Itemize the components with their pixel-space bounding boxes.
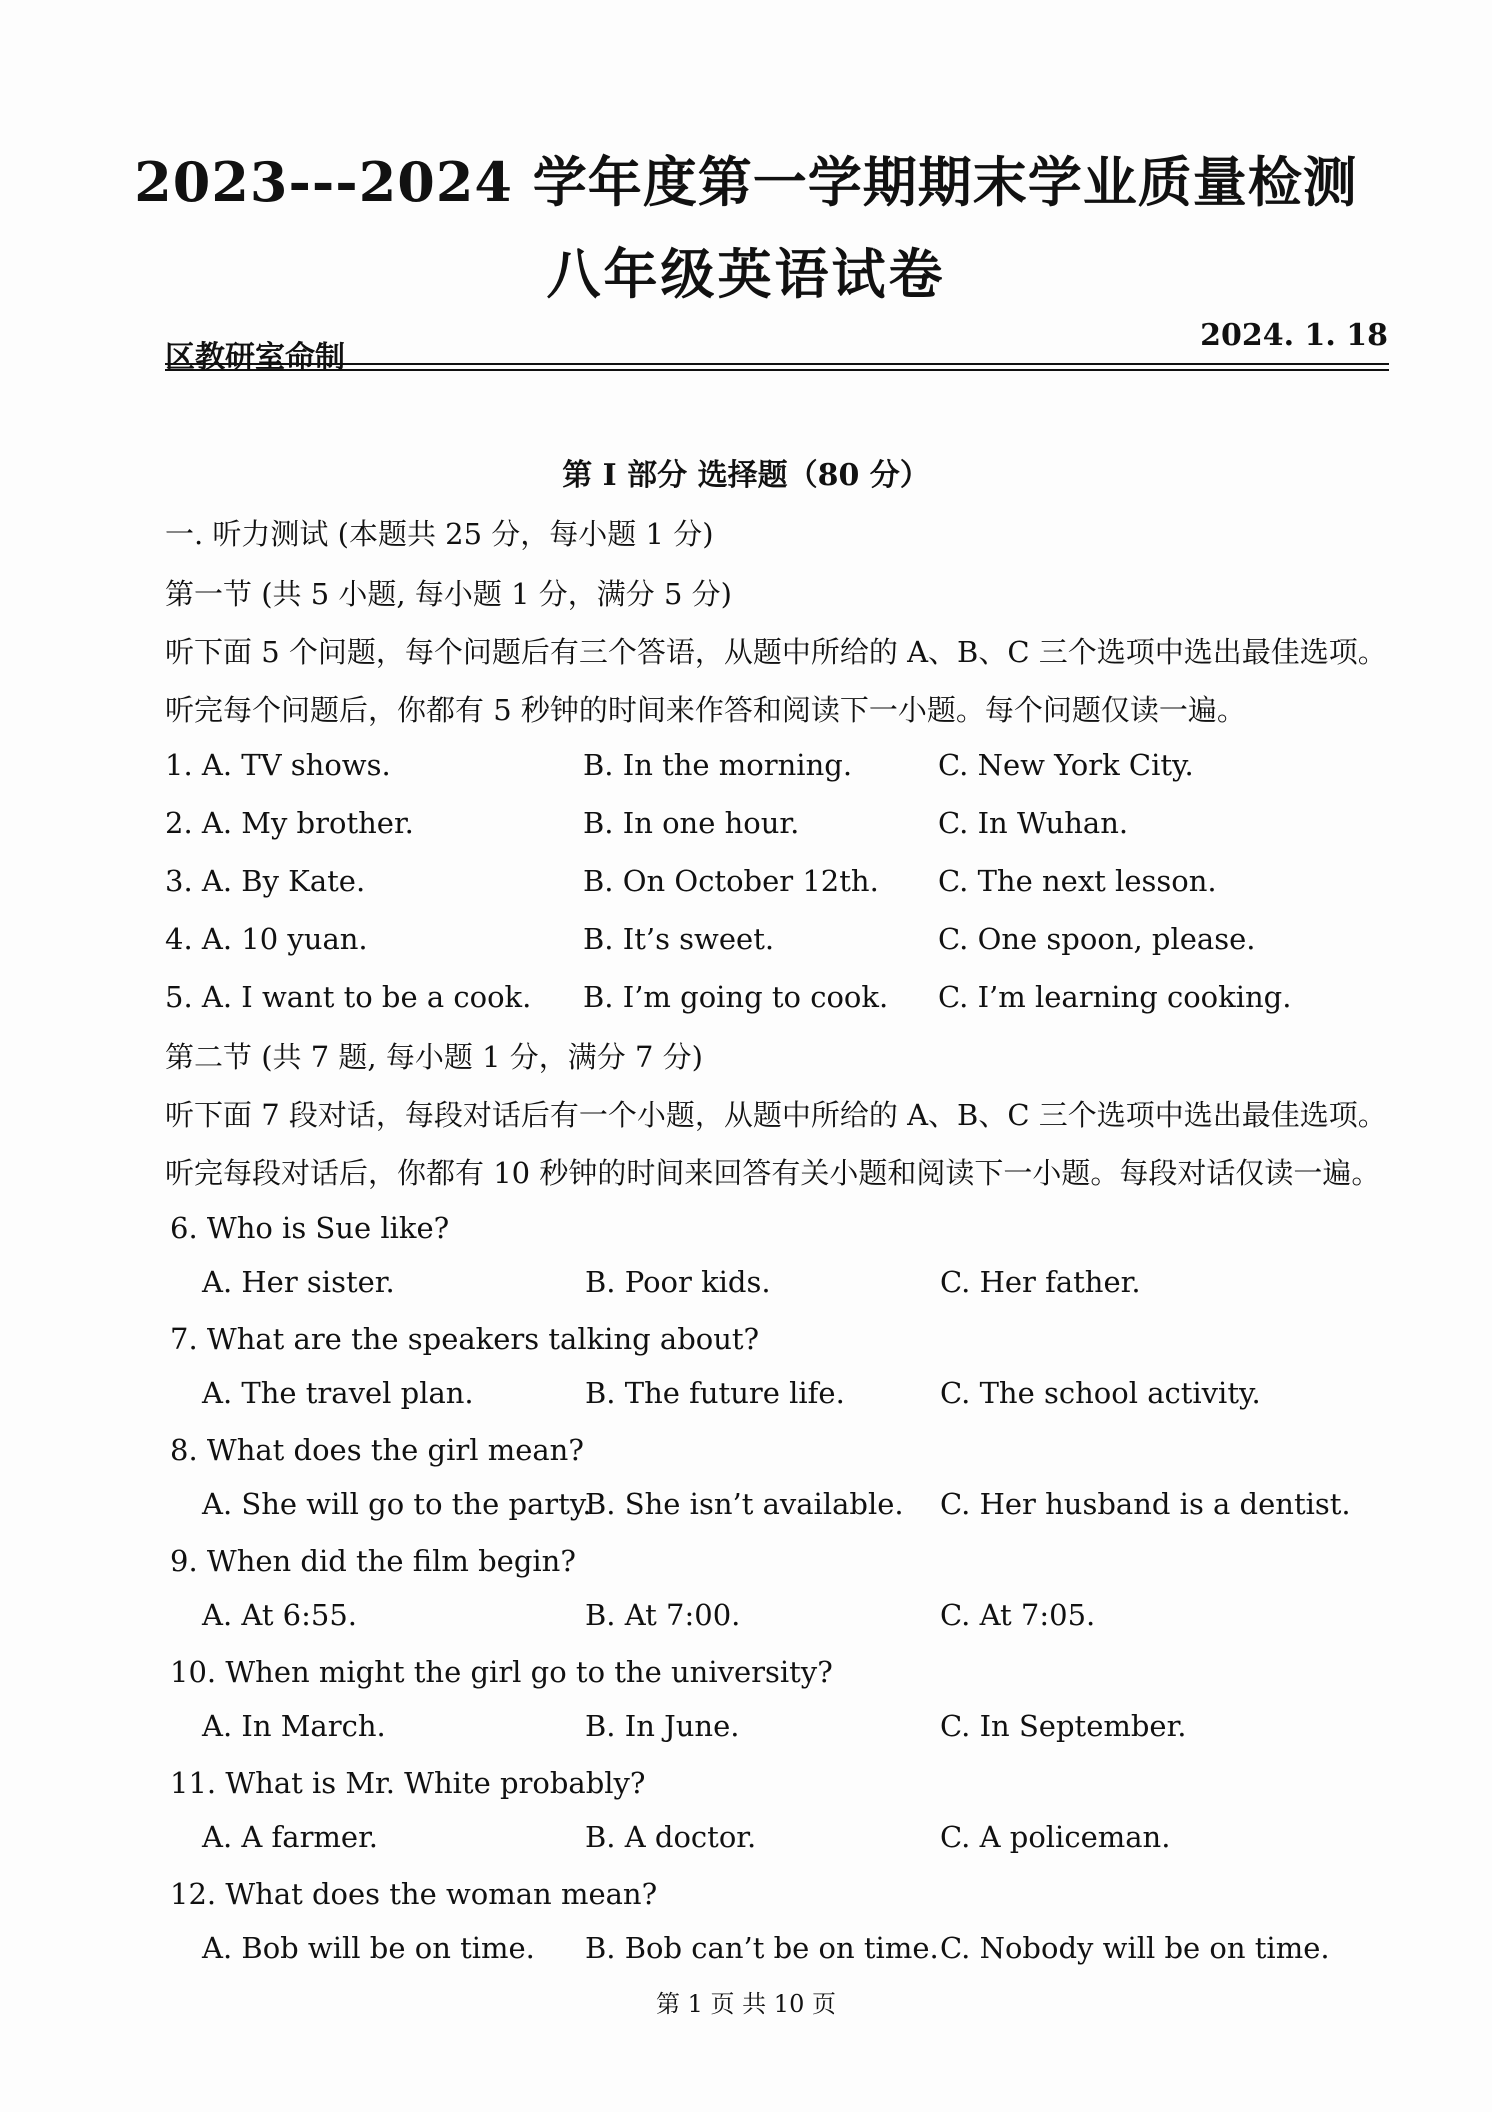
option-b: B. A doctor. — [585, 1820, 757, 1854]
option-a: A. The travel plan. — [202, 1376, 474, 1410]
options-row — [0, 1598, 1492, 1638]
instructions-line: 听下面 5 个问题，每个问题后有三个答语，从题中所给的 A、B、C 三个选项中选出最佳选项。 — [165, 635, 1387, 669]
question-text: 11. What is Mr. White probably? — [170, 1766, 646, 1800]
option-b: B. It’s sweet. — [583, 922, 775, 956]
question-text: 7. What are the speakers talking about? — [170, 1322, 760, 1356]
option-a: A. Bob will be on time. — [202, 1931, 535, 1965]
question-text: 8. What does the girl mean? — [170, 1433, 584, 1467]
exam-title: 2023---2024 学年度第一学期期末学业质量检测 — [134, 150, 1358, 214]
instructions-line: 听下面 7 段对话，每段对话后有一个小题，从题中所给的 A、B、C 三个选项中选出最佳选项。 — [165, 1098, 1387, 1132]
option-c: C. One spoon, please. — [938, 922, 1256, 956]
options-row — [0, 1487, 1492, 1527]
option-c: C. Nobody will be on time. — [940, 1931, 1330, 1965]
option-c: C. Her husband is a dentist. — [940, 1487, 1351, 1521]
options-row — [0, 1931, 1492, 1971]
header-rule — [165, 363, 1389, 365]
question-row — [0, 980, 1492, 1020]
option-a: 5. A. I want to be a cook. — [165, 980, 532, 1014]
option-c: C. In Wuhan. — [938, 806, 1129, 840]
exam-date: 2024. 1. 18 — [1200, 318, 1388, 353]
option-b: B. In June. — [585, 1709, 740, 1743]
option-b: B. In one hour. — [583, 806, 800, 840]
option-a: A. A farmer. — [202, 1820, 378, 1854]
question-text: 10. When might the girl go to the university? — [170, 1655, 833, 1689]
option-c: C. New York City. — [938, 748, 1194, 782]
instructions-line: 听完每段对话后，你都有 10 秒钟的时间来回答有关小题和阅读下一小题。每段对话仅读一遍。 — [165, 1156, 1381, 1190]
organizer-label: 区教研室命制 — [165, 340, 345, 375]
page-number: 第 1 页 共 10 页 — [656, 1990, 836, 2018]
question-row — [0, 806, 1492, 846]
option-a: 3. A. By Kate. — [165, 864, 366, 898]
option-c: C. The school activity. — [940, 1376, 1261, 1410]
option-c: C. A policeman. — [940, 1820, 1171, 1854]
option-b: B. In the morning. — [583, 748, 853, 782]
part-heading: 第 I 部分 选择题（80 分） — [562, 458, 930, 493]
option-b: B. I’m going to cook. — [583, 980, 889, 1014]
options-row — [0, 1265, 1492, 1305]
option-b: B. She isn’t available. — [585, 1487, 904, 1521]
option-b: B. At 7:00. — [585, 1598, 741, 1632]
options-row — [0, 1820, 1492, 1860]
subsection-title: 第一节 (共 5 小题, 每小题 1 分，满分 5 分) — [165, 577, 732, 611]
option-a: A. Her sister. — [202, 1265, 395, 1299]
instructions-line: 听完每个问题后，你都有 5 秒钟的时间来作答和阅读下一小题。每个问题仅读一遍。 — [165, 693, 1246, 727]
option-a: A. In March. — [202, 1709, 386, 1743]
subsection-title: 第二节 (共 7 题, 每小题 1 分，满分 7 分) — [165, 1040, 703, 1074]
question-row — [0, 748, 1492, 788]
question-row — [0, 922, 1492, 962]
option-c: C. At 7:05. — [940, 1598, 1096, 1632]
option-c: C. In September. — [940, 1709, 1187, 1743]
question-text: 12. What does the woman mean? — [170, 1877, 658, 1911]
option-c: C. Her father. — [940, 1265, 1141, 1299]
option-a: 2. A. My brother. — [165, 806, 414, 840]
option-a: 4. A. 10 yuan. — [165, 922, 368, 956]
section-title: 一. 听力测试 (本题共 25 分，每小题 1 分) — [165, 517, 714, 551]
option-b: B. Poor kids. — [585, 1265, 771, 1299]
options-row — [0, 1376, 1492, 1416]
question-text: 6. Who is Sue like? — [170, 1211, 450, 1245]
option-c: C. I’m learning cooking. — [938, 980, 1292, 1014]
option-a: 1. A. TV shows. — [165, 748, 391, 782]
option-b: B. The future life. — [585, 1376, 845, 1410]
option-b: B. On October 12th. — [583, 864, 879, 898]
option-c: C. The next lesson. — [938, 864, 1217, 898]
options-row — [0, 1709, 1492, 1749]
option-a: A. At 6:55. — [202, 1598, 358, 1632]
question-text: 9. When did the film begin? — [170, 1544, 576, 1578]
header-rule-double — [165, 369, 1389, 371]
exam-subtitle: 八年级英语试卷 — [546, 242, 946, 306]
option-a: A. She will go to the party. — [202, 1487, 592, 1521]
question-row — [0, 864, 1492, 904]
option-b: B. Bob can’t be on time. — [585, 1931, 939, 1965]
